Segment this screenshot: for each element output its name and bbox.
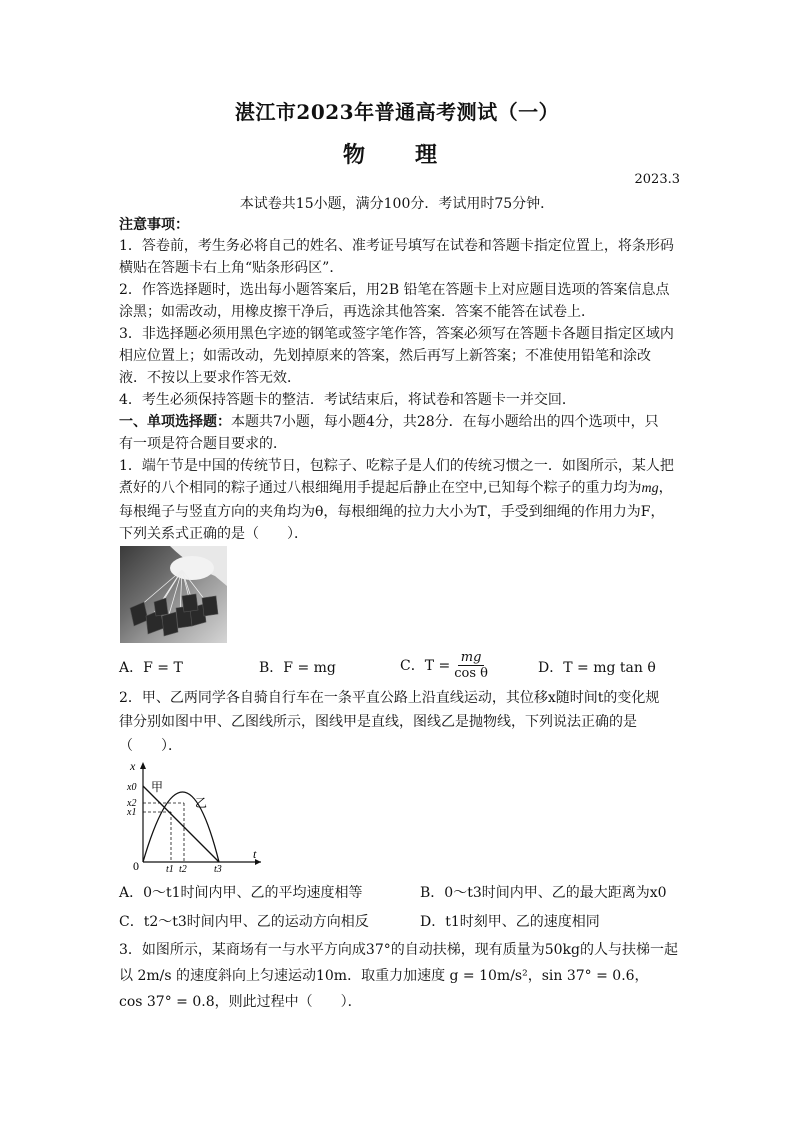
q1-option-c-den: cos θ bbox=[454, 666, 488, 681]
x-axis-arrow bbox=[140, 762, 146, 769]
q2-option-a: A．0～t1时间内甲、乙的平均速度相等 bbox=[119, 885, 363, 901]
graph-label-t3: t3 bbox=[214, 864, 222, 874]
graph-label-t1: t1 bbox=[166, 864, 174, 874]
q1-line: 每根绳子与竖直方向的夹角均为θ，每根细绳的拉力大小为T，手受到细绳的作用力为F， bbox=[119, 504, 665, 520]
q1-option-b: B．F = mg bbox=[259, 660, 336, 676]
q3-line: 以 2m/s 的速度斜向上匀速运动10m．取重力加速度 g = 10m/s²，sin 37° = 0.6， bbox=[119, 968, 649, 984]
q2-graph bbox=[125, 758, 265, 874]
notes-line: 2．作答选择题时，选出每小题答案后，用2B 铅笔在答题卡上对应题目选项的答案信息点 bbox=[119, 282, 670, 298]
q1-line: 1．端午节是中国的传统节日，包粽子、吃粽子是人们的传统习惯之一．如图所示，某人把 bbox=[119, 458, 674, 474]
q1-option-c bbox=[400, 650, 488, 681]
zongzi-photo bbox=[120, 546, 227, 643]
graph-label-t: t bbox=[253, 847, 257, 861]
q2-option-c: C．t2～t3时间内甲、乙的运动方向相反 bbox=[119, 914, 369, 930]
q3-line: 3．如图所示，某商场有一与水平方向成37°的自动扶梯，现有质量为50kg的人与扶梯一起 bbox=[119, 942, 678, 958]
graph-label-x2: x2 bbox=[127, 798, 137, 809]
q1-mg: mg bbox=[641, 481, 659, 496]
q1-option-a: A．F = T bbox=[119, 660, 183, 676]
graph-label-x1: x1 bbox=[127, 807, 137, 818]
q1-line2 bbox=[119, 478, 673, 499]
q2-line: 2．甲、乙两同学各自骑自行车在一条平直公路上沿直线运动，其位移x随时间t的变化规 bbox=[119, 690, 660, 706]
section1-heading: 一、单项选择题： bbox=[119, 414, 231, 430]
section1-text: 本题共7小题，每小题4分，共28分．在每小题给出的四个选项中，只 bbox=[231, 414, 659, 430]
notes-line: 4．考生必须保持答题卡的整洁．考试结束后，将试卷和答题卡一并交回． bbox=[119, 392, 576, 408]
q2-option-d: D．t1时刻甲、乙的速度相同 bbox=[420, 914, 600, 930]
section1-line2: 有一项是符合题目要求的． bbox=[119, 436, 287, 452]
q1-option-c-prefix: C．T = bbox=[400, 657, 451, 674]
notes-line: 1．答卷前，考生务必将自己的姓名、准考证号填写在试卷和答题卡指定位置上，将条形码 bbox=[119, 238, 674, 254]
notes-line: 液．不按以上要求作答无效． bbox=[119, 370, 301, 386]
graph-label-jia: 甲 bbox=[151, 780, 164, 794]
notes-line: 相应位置上；如需改动，先划掉原来的答案，然后再写上新答案；不准使用铅笔和涂改 bbox=[119, 348, 651, 364]
q1-option-c-num: mg bbox=[458, 650, 485, 666]
notes-line: 3．非选择题必须用黑色字迹的钢笔或签字笔作答，答案必须写在答题卡各题目指定区域内 bbox=[119, 326, 674, 342]
subject-title: 物 理 bbox=[342, 142, 451, 168]
notes-heading: 注意事项： bbox=[119, 217, 189, 233]
exam-date: 2023.3 bbox=[634, 172, 680, 187]
graph-label-yi: 乙 bbox=[195, 796, 208, 810]
zongzi-illustration bbox=[120, 546, 227, 643]
graph-label-x: x bbox=[130, 759, 136, 773]
dashed-guides bbox=[143, 803, 184, 862]
exam-info: 本试卷共15小题，满分100分．考试用时75分钟． bbox=[239, 196, 555, 212]
q2-option-b: B．0～t3时间内甲、乙的最大距离为x0 bbox=[420, 885, 667, 901]
q1-option-c-fraction bbox=[454, 650, 488, 681]
q2-line: （ ）． bbox=[119, 738, 182, 754]
notes-line: 横贴在答题卡右上角“贴条形码区”． bbox=[119, 260, 344, 276]
section1-line1 bbox=[119, 412, 659, 432]
q1-text: 煮好的八个相同的粽子通过八根细绳用手提起后静止在空中,已知每个粽子的重力均为 bbox=[119, 480, 642, 496]
q2-line: 律分别如图中甲、乙图线所示，图线甲是直线，图线乙是抛物线，下列说法正确的是 bbox=[119, 714, 637, 730]
q1-option-d: D．T = mg tan θ bbox=[538, 660, 656, 676]
exam-title: 湛江市2023年普通高考测试（一） bbox=[234, 100, 560, 124]
q3-line: cos 37° = 0.8，则此过程中（ ）． bbox=[119, 994, 362, 1010]
graph-origin: 0 bbox=[133, 859, 139, 873]
notes-line: 涂黑；如需改动，用橡皮擦干净后，再选涂其他答案．答案不能答在试卷上． bbox=[119, 304, 595, 320]
graph-label-t2: t2 bbox=[179, 864, 187, 874]
graph-label-x0: x0 bbox=[127, 782, 137, 793]
q1-line: 下列关系式正确的是（ ）． bbox=[119, 526, 308, 542]
q1-comma: ， bbox=[658, 480, 673, 496]
